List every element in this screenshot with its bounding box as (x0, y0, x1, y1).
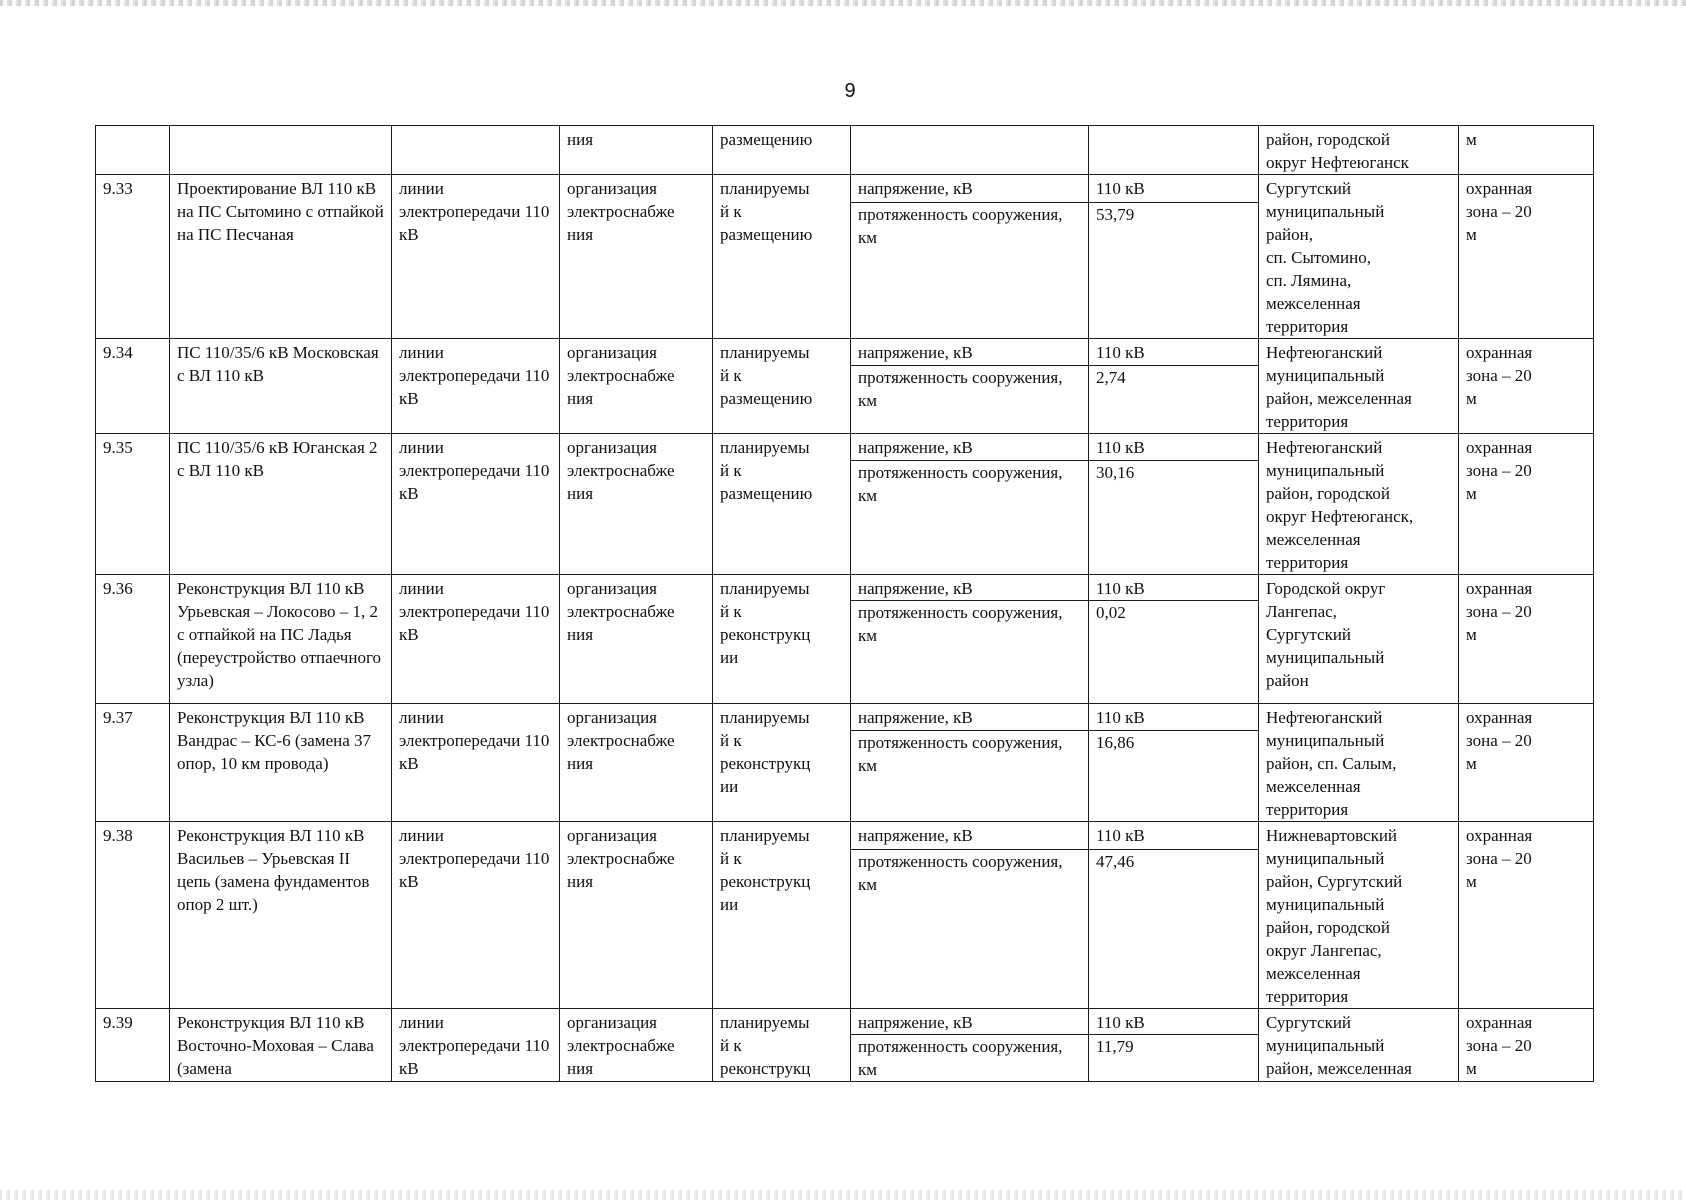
cell-characteristic: протяженность сооружения, км (851, 731, 1089, 822)
page-number: 9 (844, 80, 856, 102)
cell-num: 9.36 (96, 575, 170, 704)
cell-purpose: организация электроснабже ния (560, 1009, 713, 1082)
cell-name: Реконструкция ВЛ 110 кВ Васильев – Урьевская II цепь (замена фундаментов опор 2 шт.) (170, 822, 392, 1009)
cell-characteristic: напряжение, кВ (851, 434, 1089, 461)
cell-name (170, 126, 392, 175)
cell-characteristic: напряжение, кВ (851, 822, 1089, 850)
cell-status: планируемы й к реконструкц (713, 1009, 851, 1082)
cell-num: 9.35 (96, 434, 170, 575)
cell-value: 30,16 (1089, 461, 1259, 575)
cell-location: Городской округ Лангепас, Сургутский муниципальный район (1259, 575, 1459, 704)
cell-zone: охранная зона – 20 м (1459, 1009, 1594, 1082)
cell-value: 53,79 (1089, 202, 1259, 338)
cell-num: 9.34 (96, 339, 170, 434)
cell-value: 110 кВ (1089, 434, 1259, 461)
scan-edge-bottom (0, 1190, 1686, 1200)
cell-characteristic: протяженность сооружения, км (851, 1035, 1089, 1082)
cell-value (1089, 126, 1259, 175)
table-row (96, 339, 1594, 366)
cell-type: линии электропередачи 110 кВ (392, 434, 560, 575)
cell-purpose: организация электроснабже ния (560, 175, 713, 339)
objects-table (95, 125, 1594, 1082)
cell-num: 9.38 (96, 822, 170, 1009)
cell-location: Сургутский муниципальный район, межселенная (1259, 1009, 1459, 1082)
cell-characteristic: напряжение, кВ (851, 339, 1089, 366)
cell-location: Нижневартовский муниципальный район, Сургутский муниципальный район, городской округ Лангепас, межселенная территория (1259, 822, 1459, 1009)
cell-purpose: ния (560, 126, 713, 175)
cell-zone: охранная зона – 20 м (1459, 704, 1594, 822)
cell-value: 110 кВ (1089, 175, 1259, 203)
cell-status: планируемы й к реконструкц ии (713, 575, 851, 704)
cell-name: ПС 110/35/6 кВ Московская с ВЛ 110 кВ (170, 339, 392, 434)
cell-zone: охранная зона – 20 м (1459, 575, 1594, 704)
continuation-row (96, 126, 1594, 175)
cell-num (96, 126, 170, 175)
cell-name: Реконструкция ВЛ 110 кВ Урьевская – Локосово – 1, 2 с отпайкой на ПС Ладья (переустройство отпаечного узла) (170, 575, 392, 704)
cell-characteristic: протяженность сооружения, км (851, 202, 1089, 338)
cell-status: размещению (713, 126, 851, 175)
cell-type: линии электропередачи 110 кВ (392, 175, 560, 339)
cell-purpose: организация электроснабже ния (560, 575, 713, 704)
cell-location: Нефтеюганский муниципальный район, межселенная территория (1259, 339, 1459, 434)
table-row (96, 434, 1594, 461)
cell-location: Сургутский муниципальный район, сп. Сытомино, сп. Лямина, межселенная территория (1259, 175, 1459, 339)
cell-purpose: организация электроснабже ния (560, 822, 713, 1009)
cell-location: Нефтеюганский муниципальный район, городской округ Нефтеюганск, межселенная территория (1259, 434, 1459, 575)
cell-status: планируемы й к размещению (713, 175, 851, 339)
cell-characteristic: протяженность сооружения, км (851, 366, 1089, 434)
cell-zone: охранная зона – 20 м (1459, 822, 1594, 1009)
cell-value: 110 кВ (1089, 704, 1259, 731)
table-row (96, 704, 1594, 731)
table-row (96, 175, 1594, 203)
cell-type (392, 126, 560, 175)
cell-name: ПС 110/35/6 кВ Юганская 2 с ВЛ 110 кВ (170, 434, 392, 575)
cell-status: планируемы й к реконструкц ии (713, 704, 851, 822)
cell-characteristic: напряжение, кВ (851, 704, 1089, 731)
cell-value: 110 кВ (1089, 1009, 1259, 1035)
cell-value: 2,74 (1089, 366, 1259, 434)
cell-type: линии электропередачи 110 кВ (392, 822, 560, 1009)
cell-zone: м (1459, 126, 1594, 175)
cell-status: планируемы й к размещению (713, 339, 851, 434)
cell-purpose: организация электроснабже ния (560, 434, 713, 575)
cell-name: Проектирование ВЛ 110 кВ на ПС Сытомино с отпайкой на ПС Песчаная (170, 175, 392, 339)
cell-status: планируемы й к размещению (713, 434, 851, 575)
cell-location: район, городской округ Нефтеюганск (1259, 126, 1459, 175)
cell-type: линии электропередачи 110 кВ (392, 575, 560, 704)
cell-zone: охранная зона – 20 м (1459, 339, 1594, 434)
cell-location: Нефтеюганский муниципальный район, сп. Салым, межселенная территория (1259, 704, 1459, 822)
cell-value: 110 кВ (1089, 339, 1259, 366)
cell-type: линии электропередачи 110 кВ (392, 704, 560, 822)
cell-status: планируемы й к реконструкц ии (713, 822, 851, 1009)
cell-num: 9.39 (96, 1009, 170, 1082)
cell-value: 0,02 (1089, 601, 1259, 704)
cell-characteristic: протяженность сооружения, км (851, 461, 1089, 575)
table-row (96, 575, 1594, 601)
cell-value: 110 кВ (1089, 575, 1259, 601)
cell-purpose: организация электроснабже ния (560, 339, 713, 434)
cell-characteristic: протяженность сооружения, км (851, 849, 1089, 1008)
cell-zone: охранная зона – 20 м (1459, 434, 1594, 575)
cell-value: 110 кВ (1089, 822, 1259, 850)
cell-name: Реконструкция ВЛ 110 кВ Вандрас – КС-6 (замена 37 опор, 10 км провода) (170, 704, 392, 822)
cell-value: 47,46 (1089, 849, 1259, 1008)
cell-zone: охранная зона – 20 м (1459, 175, 1594, 339)
cell-characteristic: напряжение, кВ (851, 175, 1089, 203)
cell-num: 9.33 (96, 175, 170, 339)
cell-type: линии электропередачи 110 кВ (392, 339, 560, 434)
cell-value: 11,79 (1089, 1035, 1259, 1082)
cell-num: 9.37 (96, 704, 170, 822)
cell-purpose: организация электроснабже ния (560, 704, 713, 822)
cell-characteristic: напряжение, кВ (851, 1009, 1089, 1035)
table-body (96, 126, 1594, 1082)
cell-characteristic: напряжение, кВ (851, 575, 1089, 601)
table-row (96, 822, 1594, 850)
cell-value: 16,86 (1089, 731, 1259, 822)
cell-name: Реконструкция ВЛ 110 кВ Восточно-Моховая – Слава (замена (170, 1009, 392, 1082)
scan-edge-top (0, 0, 1686, 6)
cell-type: линии электропередачи 110 кВ (392, 1009, 560, 1082)
cell-characteristic (851, 126, 1089, 175)
cell-characteristic: протяженность сооружения, км (851, 601, 1089, 704)
table-row (96, 1009, 1594, 1035)
